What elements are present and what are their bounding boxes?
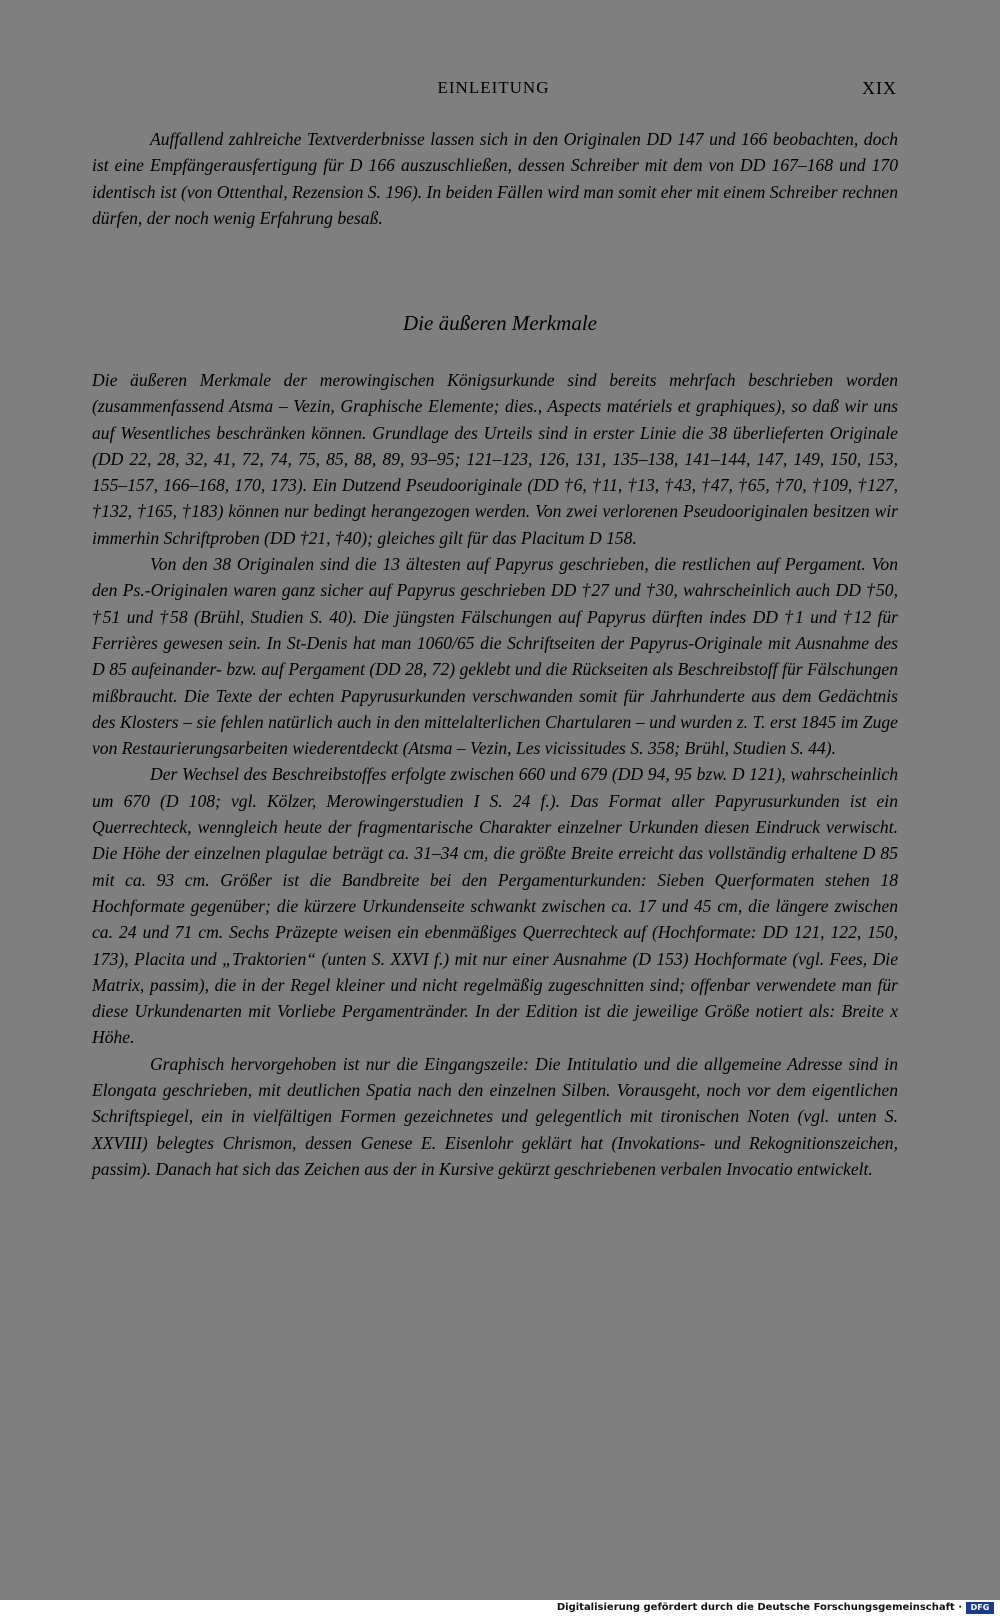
running-head [90, 78, 897, 104]
body-paragraph: Graphisch hervorgehoben ist nur die Eingangszeile: Die Intitulatio und die allgemeine Adresse sind in Elongata geschrieben, mit deutlichen Spatia nach den einzelnen Silben. Vorausgeht, noch vor dem eigentlichen Schriftspiegel, ein in vielfältigen Formen gezeichnetes und gelegentlich mit tironischen Noten (vgl. unten S. XXVIII) belegtes Chrismon, dessen Genese E. Eisenlohr geklärt hat (Invokations- und Rekognitionszeichen, passim). Danach hat sich das Zeichen aus der in Kursive gekürzt geschriebenen verbalen Invocatio entwickelt. [92, 1053, 898, 1179]
body-paragraph: Der Wechsel des Beschreibstoffes erfolgte zwischen 660 und 679 (DD 94, 95 bzw. D 121), wahrscheinlich um 670 (D 108; vgl. Kölzer, Merowingerstudien I S. 24 f.). Das Format aller Papyrusurkunden ist ein Querrechteck, wenngleich heute der fragmentarische Charakter einzelner Urkunden diesen Eindruck verwischt. Die Höhe der einzelnen plagulae beträgt ca. 31–34 cm, die größte Breite erreicht das vollständig erhaltene D 85 mit ca. 93 cm. Größer ist die Bandbreite bei den Pergamenturkunden: Sieben Querformaten stehen 18 Hochformate gegenüber; die kürzere Urkundenseite schwankt zwischen ca. 17 und 45 cm, die längere zwischen ca. 24 und 71 cm. Sechs Präzepte weisen ein ebenmäßiges Querrechteck auf (Hochformate: DD 121, 122, 150, 173), Placita und „Traktorien“ (unten S. XXVI f.) mit nur einer Ausnahme (D 153) Hochformate (vgl. Fees, Die Matrix, passim), die in der Regel kleiner und nicht regelmäßig zugeschnitten sind; offenbar verwendete man für diese Urkundenarten mit Vorliebe Pergamentränder. In der Edition ist die jeweilige Größe notiert als: Breite x Höhe. [92, 764, 898, 1048]
footer-bar [0, 1600, 1000, 1616]
section-heading: Die äußeren Merkmale [403, 311, 597, 335]
page-number: XIX [862, 78, 897, 98]
intro-text [92, 126, 898, 231]
body-paragraph: Die äußeren Merkmale der merowingischen Königsurkunde sind bereits mehrfach beschrieben worden (zusammenfassend Atsma – Vezin, Graphische Elemente; dies., Aspects matériels et graphiques), so daß wir uns auf Wesentliches beschränken können. Grundlage des Urteils sind in erster Linie die 38 überlieferten Originale (DD 22, 28, 32, 41, 72, 74, 75, 85, 88, 89, 93–95; 121–123, 126, 131, 135–138, 141–144, 147, 149, 150, 153, 155–157, 166–168, 170, 173). Ein Dutzend Pseudooriginale (DD †6, †11, †13, †43, †47, †65, †70, †109, †127, †132, †165, †183) können nur bedingt herangezogen werden. Von zwei verlorenen Pseudooriginalen besitzen wir immerhin Schriftproben (DD †21, †40); gleiches gilt für das Placitum D 158. [92, 370, 898, 548]
running-title: EINLEITUNG [437, 78, 550, 97]
digitization-credit: Digitalisierung gefördert durch die Deutsche Forschungsgemeinschaft · [556, 1602, 962, 1613]
dfg-logo: DFG [966, 1602, 994, 1614]
section-body [92, 367, 898, 1182]
intro-paragraph: Auffallend zahlreiche Textverderbnisse lassen sich in den Originalen DD 147 und 166 beobachten, doch ist eine Empfängerausfertigung für D 166 auszuschließen, dessen Schreiber mit dem von DD 167–168 und 170 identisch ist (von Ottenthal, Rezension S. 196). In beiden Fällen wird man somit eher mit einem Schreiber rechnen dürfen, der noch wenig Erfahrung besaß. [92, 129, 898, 228]
body-paragraph: Von den 38 Originalen sind die 13 ältesten auf Papyrus geschrieben, die restlichen auf Pergament. Von den Ps.-Originalen waren ganz sicher auf Papyrus geschrieben DD †27 und †30, wahrscheinlich auch DD †50, †51 und †58 (Brühl, Studien S. 40). Die jüngsten Fälschungen auf Papyrus dürften indes DD †1 und †12 für Ferrières gewesen sein. In St-Denis hat man 1060/65 die Schriftseiten der Papyrus-Originale mit Ausnahme des D 85 aufeinander- bzw. auf Pergament (DD 28, 72) geklebt und die Rückseiten als Beschreibstoff für Fälschungen mißbraucht. Die Texte der echten Papyrusurkunden verschwanden somit für Jahrhunderte aus dem Gedächtnis des Klosters – sie fehlen natürlich auch in den mittelalterlichen Chartularen – und wurden z. T. erst 1845 im Zuge von Restaurierungsarbeiten wiederentdeckt (Atsma – Vezin, Les vicissitudes S. 358; Brühl, Studien S. 44). [92, 554, 898, 759]
